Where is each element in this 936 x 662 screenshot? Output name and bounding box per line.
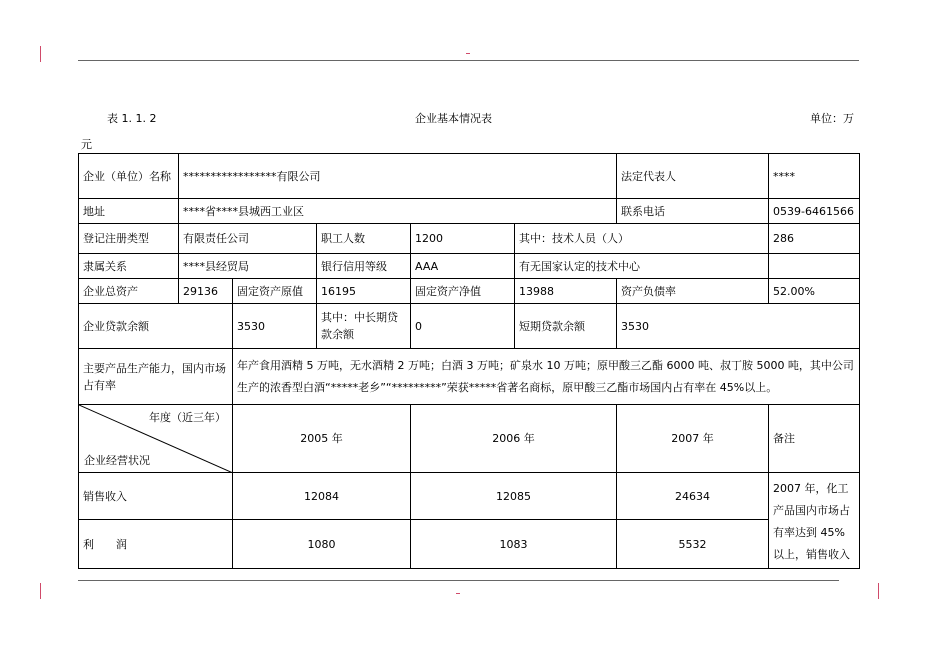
- mid-long-loan-label: 其中：中长期贷款余额: [317, 304, 411, 349]
- tech-staff-value: 286: [769, 224, 860, 254]
- fixed-orig-label: 固定资产原值: [233, 279, 317, 304]
- tech-center-label: 有无国家认定的技术中心: [515, 254, 769, 279]
- table-row: [79, 224, 860, 254]
- sales-2005: 12084: [233, 473, 411, 520]
- crop-mark-bottom-right: [878, 583, 879, 599]
- year-label: 年度（近三年）: [149, 411, 226, 424]
- reg-type-value: 有限责任公司: [179, 224, 317, 254]
- profit-2005: 1080: [233, 520, 411, 569]
- capacity-value: 年产食用酒精 5 万吨，无水酒精 2 万吨；白酒 3 万吨；矿泉水 10 万吨；原甲酸三乙酯 6000 吨、叔丁胺 5000 吨，其中公司生产的浓香型白酒“*****老乡”“*********”荣获*****省著名商标，原甲酸三乙酯市场国内占有率在 45%以上。: [233, 349, 860, 405]
- table-title: 企业基本情况表: [415, 112, 492, 125]
- debt-ratio-value: 52.00%: [769, 279, 860, 304]
- staff-value: 1200: [411, 224, 515, 254]
- sales-2006: 12085: [411, 473, 617, 520]
- capacity-label: 主要产品生产能力，国内市场占有率: [79, 349, 233, 405]
- center-mark-bottom: [456, 593, 460, 594]
- enterprise-info-table: [78, 153, 860, 569]
- tech-staff-label: 其中：技术人员（人）: [515, 224, 769, 254]
- center-mark-top: [466, 53, 470, 54]
- loan-balance-value: 3530: [233, 304, 317, 349]
- fixed-net-value: 13988: [515, 279, 617, 304]
- fixed-orig-value: 16195: [317, 279, 411, 304]
- table-number: 表 1. 1. 2: [107, 112, 157, 125]
- year-2006-header: 2006 年: [411, 405, 617, 473]
- crop-mark-top-left: [40, 46, 41, 62]
- total-assets-label: 企业总资产: [79, 279, 179, 304]
- ops-status-label: 企业经营状况: [84, 454, 150, 467]
- legal-rep-label: 法定代表人: [617, 154, 769, 199]
- short-loan-value: 3530: [617, 304, 860, 349]
- profit-2006: 1083: [411, 520, 617, 569]
- tech-center-value: [769, 254, 860, 279]
- note-text: 2007 年，化工产品国内市场占有率达到 45%以上，销售收入: [769, 473, 860, 569]
- fixed-net-label: 固定资产净值: [411, 279, 515, 304]
- unit-label-continued: 元: [81, 138, 92, 151]
- sales-2007: 24634: [617, 473, 769, 520]
- mid-long-loan-value: 0: [411, 304, 515, 349]
- legal-rep-value: ****: [769, 154, 860, 199]
- short-loan-label: 短期贷款余额: [515, 304, 617, 349]
- table-row: [79, 254, 860, 279]
- crop-mark-bottom-left: [40, 583, 41, 599]
- affiliation-value: ****县经贸局: [179, 254, 317, 279]
- sales-label: 销售收入: [79, 473, 233, 520]
- table-row: [79, 304, 860, 349]
- name-label: 企业（单位）名称: [79, 154, 179, 199]
- bottom-rule: [78, 580, 839, 581]
- address-label: 地址: [79, 199, 179, 224]
- table-row: [79, 279, 860, 304]
- phone-value: 0539-6461566: [769, 199, 860, 224]
- credit-value: AAA: [411, 254, 515, 279]
- top-rule: [78, 60, 859, 61]
- address-value: ****省****县城西工业区: [179, 199, 617, 224]
- name-value: *****************有限公司: [179, 154, 617, 199]
- profit-2007: 5532: [617, 520, 769, 569]
- table-row: [79, 405, 860, 473]
- profit-label: 利 润: [79, 520, 233, 569]
- table-row: [79, 473, 860, 520]
- debt-ratio-label: 资产负债率: [617, 279, 769, 304]
- year-2005-header: 2005 年: [233, 405, 411, 473]
- ops-header-diagonal-cell: [79, 405, 233, 473]
- table-row: [79, 349, 860, 405]
- table-row: [79, 520, 860, 569]
- credit-label: 银行信用等级: [317, 254, 411, 279]
- affiliation-label: 隶属关系: [79, 254, 179, 279]
- table-row: [79, 154, 860, 199]
- staff-label: 职工人数: [317, 224, 411, 254]
- phone-label: 联系电话: [617, 199, 769, 224]
- table-row: [79, 199, 860, 224]
- unit-label: 单位：万: [810, 112, 854, 125]
- note-header: 备注: [769, 405, 860, 473]
- total-assets-value: 29136: [179, 279, 233, 304]
- loan-balance-label: 企业贷款余额: [79, 304, 233, 349]
- year-2007-header: 2007 年: [617, 405, 769, 473]
- reg-type-label: 登记注册类型: [79, 224, 179, 254]
